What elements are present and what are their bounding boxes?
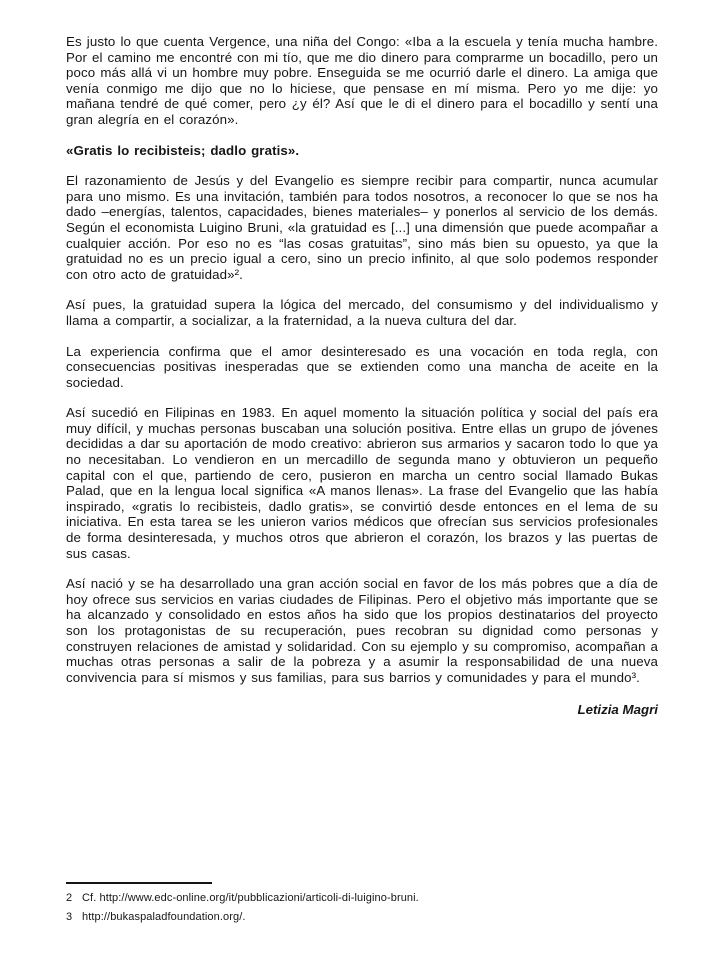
section-heading: «Gratis lo recibisteis; dadlo gratis». bbox=[66, 142, 300, 158]
document-body bbox=[66, 34, 658, 731]
body-paragraph: La experiencia confirma que el amor desinteresado es una vocación en toda regla, con consecuencias positivas inesperadas que se extienden como una mancha de aceite en la sociedad. bbox=[66, 343, 658, 390]
footnote-separator bbox=[66, 882, 212, 884]
body-paragraph: Así sucedió en Filipinas en 1983. En aquel momento la situación política y social del país era muy difícil, y muchas personas buscaban una solución positiva. Entre ellas un grupo de jóvenes decididas a dar su aportación de modo creativo: abrieron sus armarios y sacaron todo lo que ya no necesitaban. Lo vendieron en un mercadillo de segunda mano y obtuvieron un pequeño capital con el que, partiendo de cero, pusieron en marcha un centro social llamado Bukas Palad, que en la lengua local significa «A manos llenas». La frase del Evangelio que las había inspirado, «gratis lo recibisteis, dadlo gratis», se convirtió desde entonces en el lema de su iniciativa. En esta tarea se les unieron varios médicos que ofrecían sus servicios profesionales de forma desinteresada, y muchos otros que abrieron el corazón, los brazos y las puertas de sus casas. bbox=[66, 405, 658, 561]
footnote bbox=[66, 889, 658, 908]
footnotes-section bbox=[66, 882, 658, 927]
body-paragraph: El razonamiento de Jesús y del Evangelio es siempre recibir para compartir, nunca acumular para uno mismo. Es una invitación, también para todos nosotros, a reconocer lo que se nos ha dado –energías, talentos, capacidades, bienes materiales– y ponerlos al servicio de los demás. Según el economista Luigino Bruni, «la gratuidad es [...] una dimensión que puede acompañar a cualquier acción. Por eso no es “las cosas gratuitas”, sino más bien su opuesto, ya que la gratuidad no es un precio igual a cero, sino un precio infinito, al que solo podemos responder con otro acto de gratuidad»². bbox=[66, 173, 658, 282]
body-paragraph: Así pues, la gratuidad supera la lógica del mercado, del consumismo y del individualismo y llama a compartir, a socializar, a la fraternidad, a la nueva cultura del dar. bbox=[66, 297, 658, 328]
footnote-text: Cf. http://www.edc-online.org/it/pubblicazioni/articoli-di-luigino-bruni. bbox=[82, 892, 419, 904]
intro-paragraph: Es justo lo que cuenta Vergence, una niña del Congo: «Iba a la escuela y tenía mucha hambre. Por el camino me encontré con mi tío, que me dio dinero para comprarme un bocadillo, pero un poco más allá vi un hombre muy pobre. Enseguida se me ocurrió darle el dinero. La amiga que venía conmigo me dijo que no lo hiciese, que pensase en mí misma. Pero yo me dije: yo mañana tendré de qué comer, pero ¿y él? Así que le di el dinero para el bocadillo y sentí una gran alegría en el corazón». bbox=[66, 34, 658, 127]
footnote-text: http://bukaspaladfoundation.org/. bbox=[82, 911, 246, 923]
author-signature: Letizia Magri bbox=[577, 702, 658, 718]
body-paragraph: Así nació y se ha desarrollado una gran acción social en favor de los más pobres que a día de hoy ofrece sus servicios en varias ciudades de Filipinas. Pero el objetivo más importante que se ha alcanzado y consolidado en estos años ha sido que los propios destinatarios del proyecto son los protagonistas de su recuperación, pues recobran su dignidad como personas y construyen relaciones de amistad y solidaridad. Con su ejemplo y su compromiso, acompañan a muchas otras personas a salir de la pobreza y a asumir la responsabilidad de una nueva convivencia para sí mismos y sus familias, para sus barrios y comunidades y para el mundo³. bbox=[66, 576, 658, 685]
footnote-number: 2 bbox=[66, 892, 73, 904]
footnote-number: 3 bbox=[66, 911, 73, 923]
footnote bbox=[66, 908, 658, 927]
